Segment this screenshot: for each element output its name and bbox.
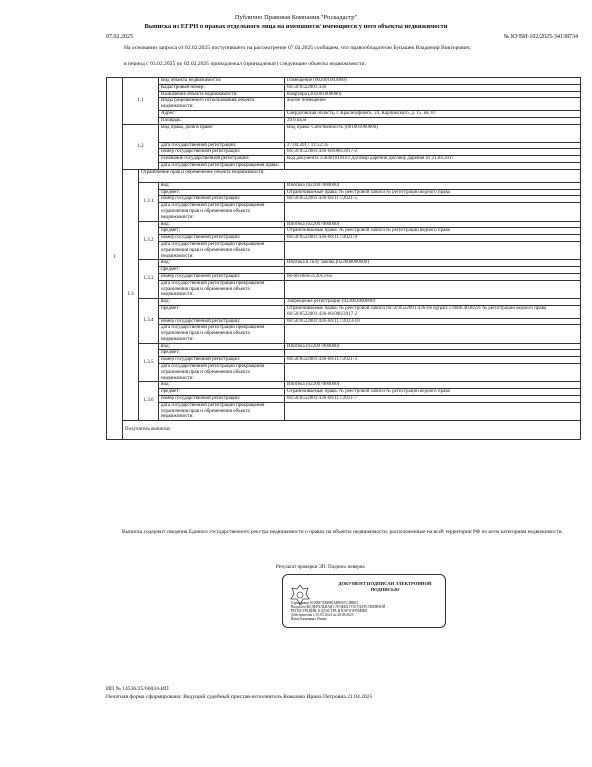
field-label: вид: — [159, 299, 285, 306]
item-1-3-3-number: 1.3.3 — [139, 260, 159, 299]
section-1-3-number: 1.3 — [123, 169, 139, 420]
field-value: 66:50:0522001:436-66/117/2023-10 — [285, 318, 581, 325]
recipient-label: Получатель выписки: — [123, 421, 581, 439]
field-value: Вид права: Собственность (001001000000) — [285, 124, 581, 142]
section-1-3-title: Ограничение прав и обременение объекта недвижимости: — [139, 169, 581, 182]
signature-stamp — [282, 574, 446, 628]
field-label: Назначение объекта недвижимости: — [159, 91, 285, 98]
field-value — [285, 402, 581, 420]
stamp-line: Сертификат 01000F1D00B6AB8007C3BB01 — [291, 601, 359, 605]
table-row — [107, 260, 581, 267]
table-row — [107, 299, 581, 306]
table-row — [107, 162, 581, 169]
field-label: вид: — [159, 343, 285, 350]
section-1-2-number: 1.2 — [123, 124, 159, 169]
field-value — [285, 364, 581, 382]
field-value: 66:50:0522001:436-66/117/2021-3 — [285, 357, 581, 364]
field-value: Ограничиваемые права: № реестровой записи № регистрации ведного права — [285, 228, 581, 235]
document-date: 07.02.2025 — [106, 34, 133, 40]
field-value — [285, 241, 581, 259]
item-1-3-5-number: 1.3.5 — [139, 343, 159, 382]
stamp-title: ДОКУМЕНТ ПОДПИСАН ЭЛЕКТРОННОЙ ПОДПИСЬЮ — [338, 581, 432, 592]
field-value — [285, 350, 581, 357]
field-label: Виды разрешенного использования объекта недвижимости: — [159, 98, 285, 111]
field-value: Ограничиваемые права: № реестровой записи № регистрации ведного права — [285, 189, 581, 196]
field-label: дата государственной регистрации прекращения ограничения прав и обременения объекта недвижимости: — [159, 203, 285, 221]
table-row — [107, 169, 581, 182]
table-row — [107, 142, 581, 149]
field-label: вид: — [159, 221, 285, 228]
field-value: Ипотека (022007000000) — [285, 382, 581, 389]
field-label: дата государственной регистрации прекращения ограничения прав и обременения объекта недвижимости: — [159, 364, 285, 382]
table-row — [107, 280, 581, 298]
table-row — [107, 189, 581, 196]
field-label: номер государственной регистрации: — [159, 357, 285, 364]
table-row — [107, 91, 581, 98]
table-row — [107, 110, 581, 117]
field-label: дата государственной регистрации прекращения ограничения прав и обременения объекта недвижимости: — [159, 280, 285, 298]
field-label: номер государственной регистрации: — [159, 149, 285, 156]
table-row — [107, 364, 581, 382]
field-label: основание государственной регистрации: — [159, 156, 285, 163]
field-value: Запрещение регистрации (022003000000) — [285, 299, 581, 306]
enforcement-number: ИП № 14536/25/66034-ИП — [106, 686, 169, 692]
field-label: предмет: — [159, 350, 285, 357]
item-1-3-6-number: 1.3.6 — [139, 382, 159, 421]
field-label: Площадь: — [159, 117, 285, 124]
stamp-line: Ваша Каменных Роман — [291, 617, 327, 621]
table-row — [107, 305, 581, 318]
table-row — [107, 318, 581, 325]
field-value: 66:50:0522001:436 — [285, 84, 581, 91]
table-row — [107, 221, 581, 228]
item-1-3-1-number: 1.3.1 — [139, 182, 159, 221]
table-row — [107, 267, 581, 274]
field-label: предмет: — [159, 228, 285, 235]
table-row — [107, 357, 581, 364]
field-label: дата государственной регистрации: — [159, 142, 285, 149]
table-row — [107, 78, 581, 85]
field-value: 66:50:0522001:436-66/117/2021-9 — [285, 235, 581, 242]
field-label: Вид объекта недвижимости: — [159, 78, 285, 85]
intro-paragraph: На основании запроса от 02.02.2025 поступившего на рассмотрение 07.02.2025 сообщаем, что правообладателю Бупашев Владимир Викторович; — [124, 45, 472, 51]
row-main-number: 1 — [107, 78, 123, 440]
table-row — [107, 396, 581, 403]
field-label: номер государственной регистрации: — [159, 235, 285, 242]
field-value: 66-66-06/651/2013-85 — [285, 273, 581, 280]
org-name: Публично Правовая Компания "Роскадастр" — [234, 14, 358, 21]
intro-period: в период с 03.02.2025 по 02.02.2025 принадлежал (принадлежат) следующие объекты недвижимости: — [124, 61, 367, 67]
document-title: Выписка из ЕГРН о правах отдельного лица на имевшиеся/ имеющиеся у него объекты недвижимости — [144, 23, 448, 30]
field-label: номер государственной регистрации: — [159, 273, 285, 280]
field-value — [285, 267, 581, 274]
field-value: 66:50:0522001:436-66/117/2021-5 — [285, 196, 581, 203]
table-row — [107, 389, 581, 396]
signature-check-result: Результат проверки ЭП: Подпись неверна — [276, 565, 365, 570]
field-value: Код документа 558401010103 Договор дарения Договор дарения от 21.04.2017 — [285, 156, 581, 163]
document-number: № КУВИ-102/2025-34138734 — [503, 34, 578, 40]
field-label: Адрес: — [159, 110, 285, 117]
table-row — [107, 350, 581, 357]
table-row — [107, 343, 581, 350]
stamp-line: Владелец ФЕДЕРАЛЬНАЯ СЛУЖБА ГОСУДАРСТВЕННОЙ — [291, 605, 386, 609]
table-row — [107, 228, 581, 235]
table-row — [107, 98, 581, 111]
field-value: 66:50:0522001:436-66/006/2017-2 — [285, 149, 581, 156]
field-label: Вид права, доля в праве: — [159, 124, 285, 142]
field-label: предмет: — [159, 305, 285, 318]
field-label: дата государственной регистрации прекращения ограничения прав и обременения объекта недвижимости: — [159, 325, 285, 343]
field-value: Ипотека (022007000000) — [285, 343, 581, 350]
field-value: 29.6 кв.м — [285, 117, 581, 124]
field-label: вид: — [159, 382, 285, 389]
field-value: Ограничиваемые права: № реестровой записи 66:50:0522001:436-66 egrpart.1.6606.4038591 № регистрации ведного права 66:50:0522001:436-66/006/2017-2 — [285, 305, 581, 318]
table-row — [107, 382, 581, 389]
field-value — [285, 162, 581, 169]
table-row — [107, 325, 581, 343]
footer-note: Выписка содержит сведения Единого государственного реестра недвижимости о правах на объекты недвижимости, расположенные на всей территории РФ по всем категориям недвижимости. — [122, 529, 563, 535]
field-label: предмет: — [159, 267, 285, 274]
table-row — [107, 273, 581, 280]
field-label: дата государственной регистрации прекращения ограничения прав и обременения объекта недвижимости: — [159, 241, 285, 259]
table-row — [107, 235, 581, 242]
table-row — [107, 117, 581, 124]
field-value: Ипотека (022007000000) — [285, 182, 581, 189]
field-label: предмет: — [159, 389, 285, 396]
table-row — [107, 196, 581, 203]
table-row — [107, 84, 581, 91]
field-value: Квартира (205001000000) — [285, 91, 581, 98]
field-value: Ипотека в силу закона (022008000000) — [285, 260, 581, 267]
field-value: Ипотека (022007000000) — [285, 221, 581, 228]
table-row — [107, 421, 581, 439]
table-row — [107, 402, 581, 420]
field-label: номер государственной регистрации: — [159, 396, 285, 403]
table-row — [107, 156, 581, 163]
field-label: Кадастровый номер: — [159, 84, 285, 91]
table-row — [107, 241, 581, 259]
field-label: вид: — [159, 182, 285, 189]
stamp-line: Действителен с 05.05.2024 по 28.08.2025 — [291, 613, 354, 617]
field-value — [285, 280, 581, 298]
printed-by: Печатная форма сформирована: Ведущий судебный пристав-исполнитель Ковалева Ирина Петровна 21.04.2025 — [106, 694, 373, 700]
registry-table — [106, 77, 581, 440]
stamp-line: РЕГИСТРАЦИИ, КАДАСТРА И КАРТОГРАФИИ — [291, 609, 367, 613]
item-1-3-4-number: 1.3.4 — [139, 299, 159, 344]
field-value: 27.04.2017 11:52:35 — [285, 142, 581, 149]
field-value: жилое помещение — [285, 98, 581, 111]
table-row — [107, 203, 581, 221]
field-label: вид: — [159, 260, 285, 267]
section-1-1-number: 1.1 — [123, 78, 159, 125]
table-row — [107, 149, 581, 156]
field-value: Помещение (002001003000) — [285, 78, 581, 85]
field-label: дата государственной регистрации прекращения ограничения прав и обременения объекта недвижимости: — [159, 402, 285, 420]
field-label: предмет: — [159, 189, 285, 196]
field-label: номер государственной регистрации: — [159, 318, 285, 325]
field-value — [285, 325, 581, 343]
table-row — [107, 182, 581, 189]
item-1-3-2-number: 1.3.2 — [139, 221, 159, 260]
table-row — [107, 124, 581, 142]
field-label: номер государственной регистрации: — [159, 196, 285, 203]
field-value: Ограничиваемые права: № реестровой записи № регистрации ведного права — [285, 389, 581, 396]
field-label: дата государственной регистрации прекращения права: — [159, 162, 285, 169]
field-value — [285, 203, 581, 221]
field-value: 66:50:0522001:436-66/117/2021-7 — [285, 396, 581, 403]
field-value: Свердловская область, г. Красноуфимск, ул. Карпинского, д. 15, кв. 87 — [285, 110, 581, 117]
